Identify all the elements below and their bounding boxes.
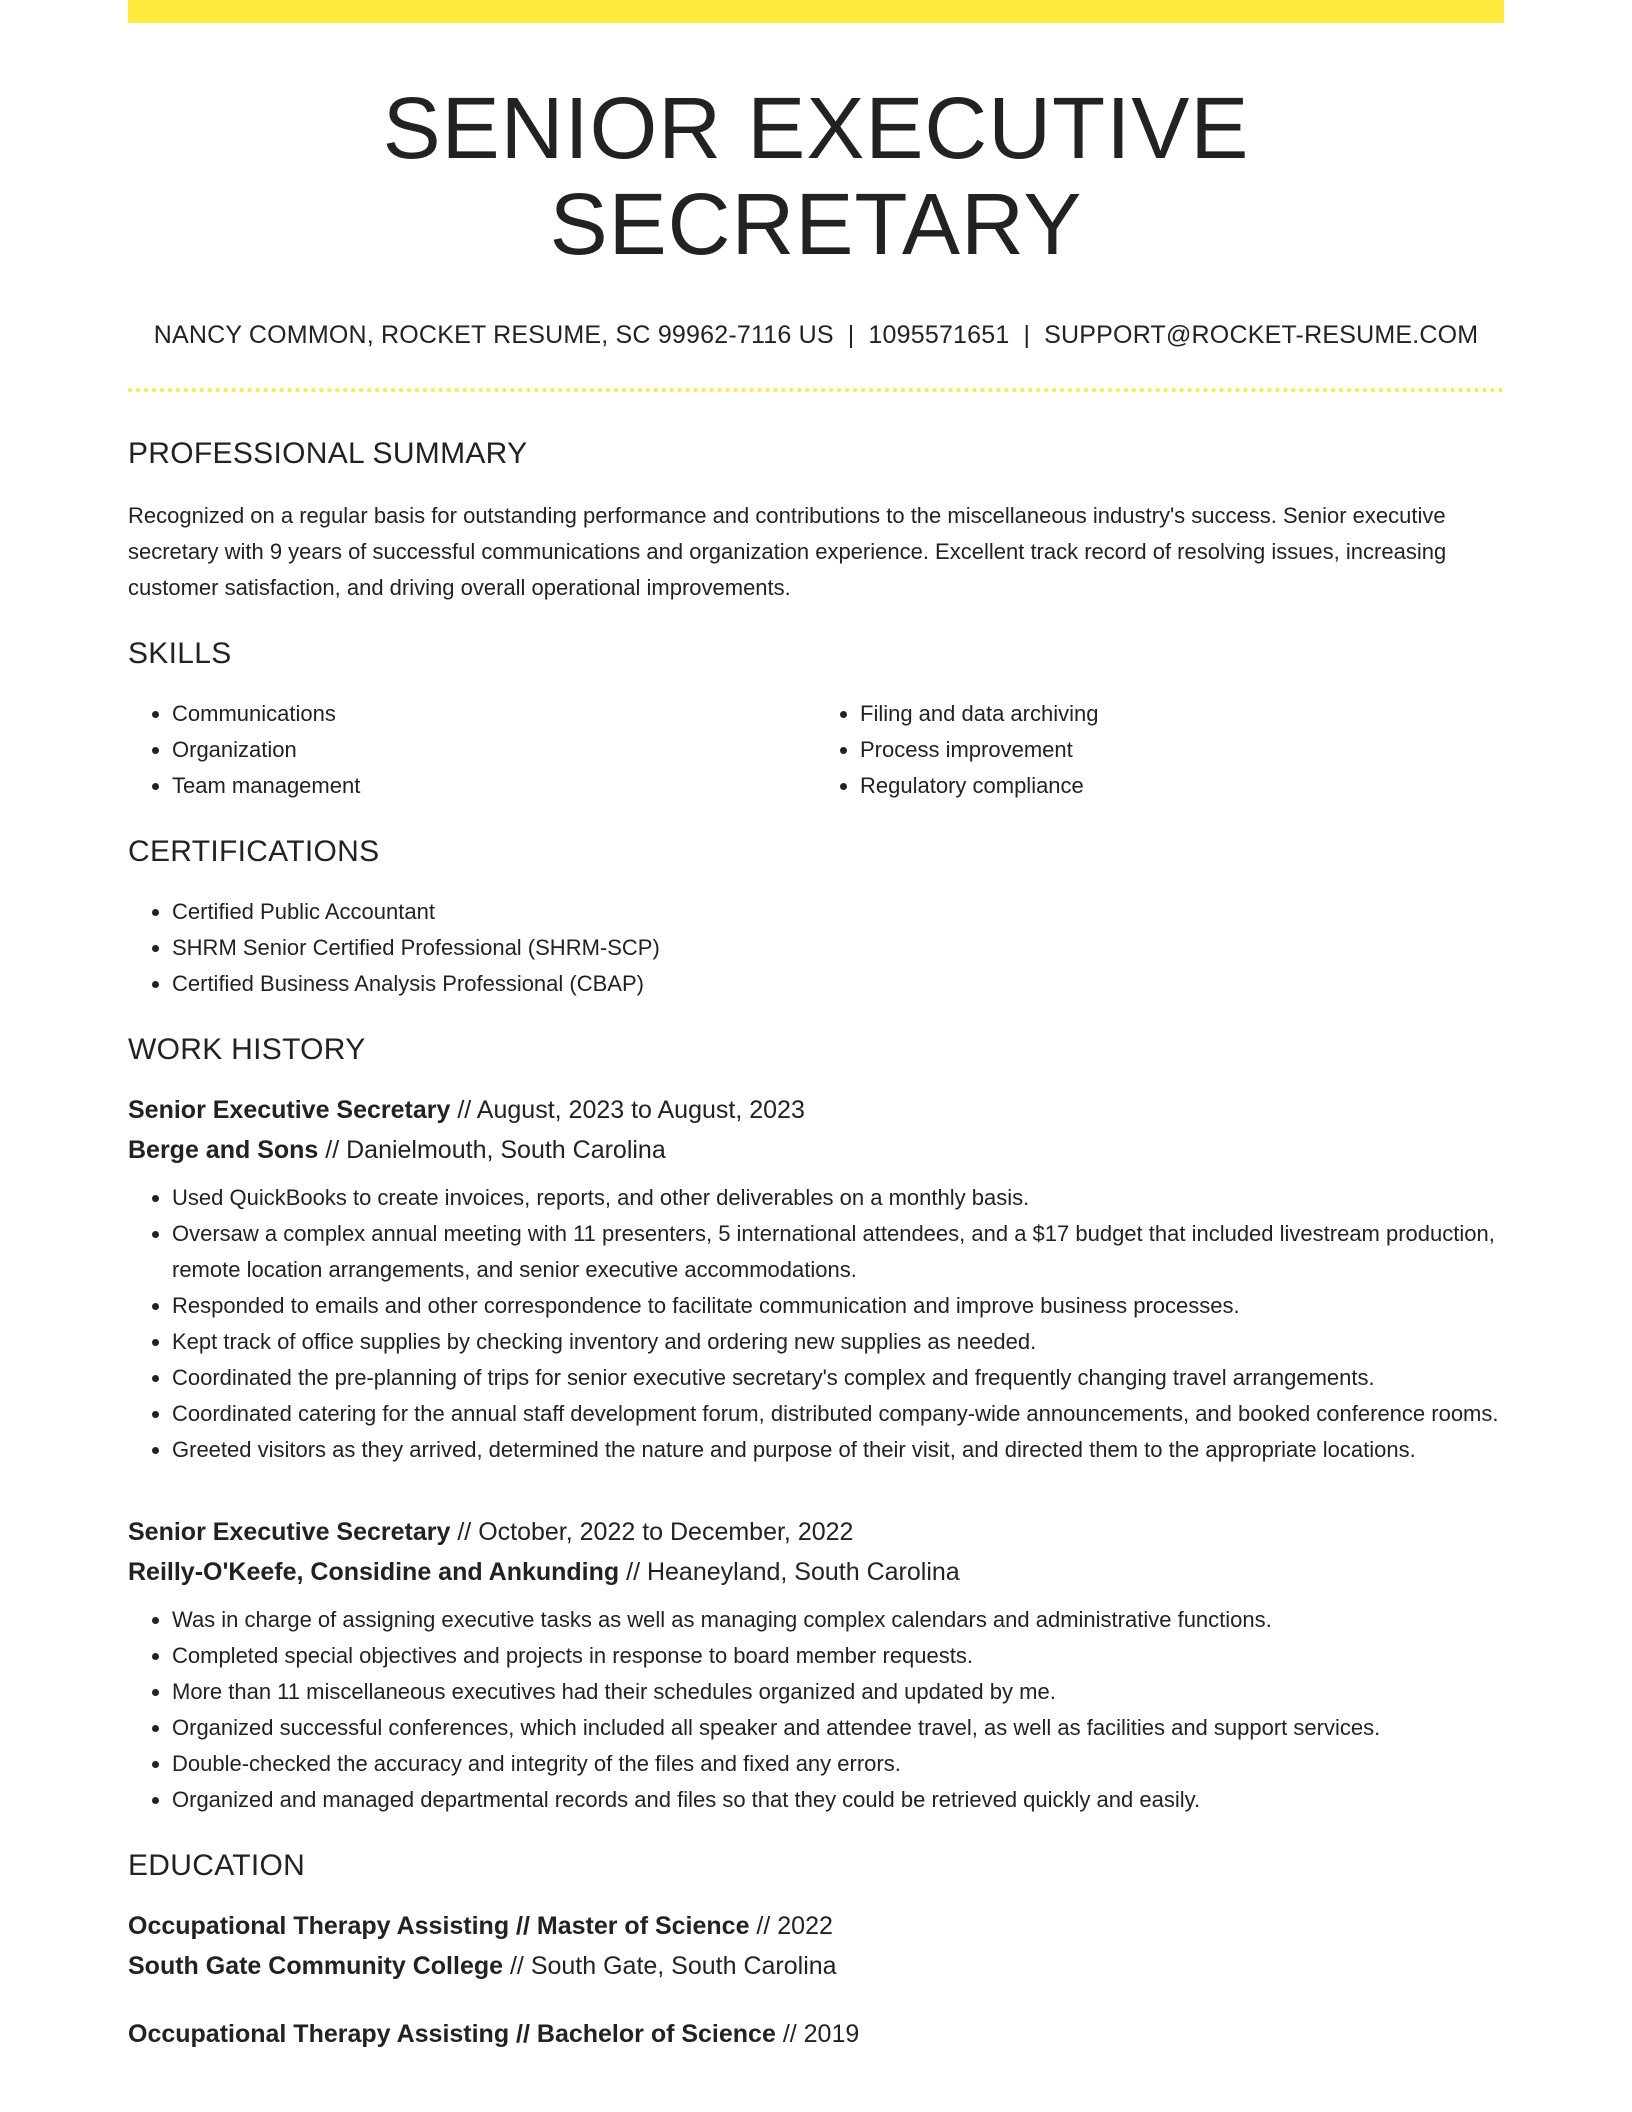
- education-degree: Occupational Therapy Assisting // Bachelor of Science: [128, 2020, 776, 2049]
- job-company-line: [128, 1552, 1504, 1592]
- certification-item: • SHRM Senior Certified Professional (SHRM-SCP): [172, 930, 1504, 966]
- job-company: Berge and Sons: [128, 1136, 319, 1165]
- certification-item: • Certified Business Analysis Professional (CBAP): [172, 966, 1504, 1002]
- contact-separator: |: [1023, 321, 1031, 350]
- skills-list-left: [128, 696, 816, 804]
- job-bullet: • Organized successful conferences, which included all speaker and attendee travel, as well as facilities and support services.: [172, 1710, 1504, 1746]
- contact-separator: |: [847, 321, 855, 350]
- education-section: [128, 1848, 1504, 2054]
- education-school-line: [128, 1946, 1504, 1986]
- skills-section: [128, 636, 1504, 804]
- summary-text: Recognized on a regular basis for outstanding performance and contributions to the miscellaneous industry's success. Senior executive secretary with 9 years of successful communications and organization experience. Excellent track record of resolving issues, increasing customer satisfaction, and driving overall operational improvements.: [128, 503, 1447, 601]
- job-title-line: [128, 1090, 1504, 1130]
- job-entry: [128, 1090, 1504, 1468]
- skill-item: • Team management: [172, 768, 816, 804]
- certifications-list: [128, 894, 1504, 1002]
- job-location: // Danielmouth, South Carolina: [318, 1136, 666, 1165]
- education-degree-line: [128, 1906, 1504, 1946]
- job-bullet: • Coordinated catering for the annual staff development forum, distributed company-wide announcements, and booked conference rooms.: [172, 1396, 1504, 1432]
- education-entry: [128, 1906, 1504, 1986]
- certification-item: • Certified Public Accountant: [172, 894, 1504, 930]
- contact-line: [128, 320, 1504, 350]
- skill-item: • Filing and data archiving: [860, 696, 1504, 732]
- contact-phone[interactable]: 1095571651: [868, 321, 1010, 350]
- skill-item: • Organization: [172, 732, 816, 768]
- education-degree: Occupational Therapy Assisting // Master of Science: [128, 1912, 750, 1941]
- job-bullet: • More than 11 miscellaneous executives had their schedules organized and updated by me.: [172, 1674, 1504, 1710]
- certifications-section: [128, 834, 1504, 1002]
- section-heading: SKILLS: [128, 637, 232, 671]
- education-entry: [128, 2014, 1504, 2054]
- section-heading: WORK HISTORY: [128, 1033, 366, 1067]
- job-bullet: • Coordinated the pre-planning of trips for senior executive secretary's complex and frequently changing travel arrangements.: [172, 1360, 1504, 1396]
- dotted-divider: [128, 388, 1504, 392]
- job-company-line: [128, 1130, 1504, 1170]
- skills-grid: [128, 696, 1504, 804]
- skill-item: • Process improvement: [860, 732, 1504, 768]
- education-degree-line: [128, 2014, 1504, 2054]
- job-dates: // October, 2022 to December, 2022: [450, 1518, 854, 1547]
- section-heading: CERTIFICATIONS: [128, 835, 380, 869]
- job-location: // Heaneyland, South Carolina: [619, 1558, 960, 1587]
- section-heading: EDUCATION: [128, 1849, 306, 1883]
- contact-email[interactable]: SUPPORT@ROCKET-RESUME.COM: [1044, 321, 1479, 350]
- job-bullet: • Kept track of office supplies by checking inventory and ordering new supplies as needed.: [172, 1324, 1504, 1360]
- skill-item: • Regulatory compliance: [860, 768, 1504, 804]
- section-heading: PROFESSIONAL SUMMARY: [128, 437, 528, 471]
- resume-title: SENIOR EXECUTIVE SECRETARY: [382, 80, 1250, 273]
- education-location: // South Gate, South Carolina: [503, 1952, 837, 1981]
- professional-summary-section: [128, 436, 1504, 606]
- job-company: Reilly-O'Keefe, Considine and Ankunding: [128, 1558, 620, 1587]
- education-year: // 2019: [775, 2020, 860, 2049]
- skills-list-right: [816, 696, 1504, 804]
- top-accent-bar: [128, 0, 1504, 23]
- job-title-line: [128, 1512, 1504, 1552]
- job-bullets: [128, 1602, 1504, 1818]
- work-history-section: [128, 1032, 1504, 1818]
- job-bullet: • Responded to emails and other correspondence to facilitate communication and improve business processes.: [172, 1288, 1504, 1324]
- job-entry: [128, 1512, 1504, 1818]
- job-bullet: • Completed special objectives and projects in response to board member requests.: [172, 1638, 1504, 1674]
- job-title: Senior Executive Secretary: [128, 1096, 451, 1125]
- job-bullet: • Oversaw a complex annual meeting with 11 presenters, 5 international attendees, and a $17 budget that included livestream production, remote location arrangements, and senior executive accommodations.: [172, 1216, 1504, 1288]
- job-title: Senior Executive Secretary: [128, 1518, 451, 1547]
- job-bullet: • Greeted visitors as they arrived, determined the nature and purpose of their visit, and directed them to the appropriate locations.: [172, 1432, 1504, 1468]
- education-year: // 2022: [749, 1912, 833, 1941]
- contact-address: NANCY COMMON, ROCKET RESUME, SC 99962-7116 US: [153, 321, 834, 350]
- resume-page: [128, 0, 1504, 2054]
- education-school: South Gate Community College: [128, 1952, 504, 1981]
- job-dates: // August, 2023 to August, 2023: [450, 1096, 805, 1125]
- skill-item: • Communications: [172, 696, 816, 732]
- job-bullet: • Double-checked the accuracy and integrity of the files and fixed any errors.: [172, 1746, 1504, 1782]
- job-bullet: • Organized and managed departmental records and files so that they could be retrieved quickly and easily.: [172, 1782, 1504, 1818]
- job-bullets: [128, 1180, 1504, 1468]
- job-bullet: • Was in charge of assigning executive tasks as well as managing complex calendars and administrative functions.: [172, 1602, 1504, 1638]
- job-bullet: • Used QuickBooks to create invoices, reports, and other deliverables on a monthly basis.: [172, 1180, 1504, 1216]
